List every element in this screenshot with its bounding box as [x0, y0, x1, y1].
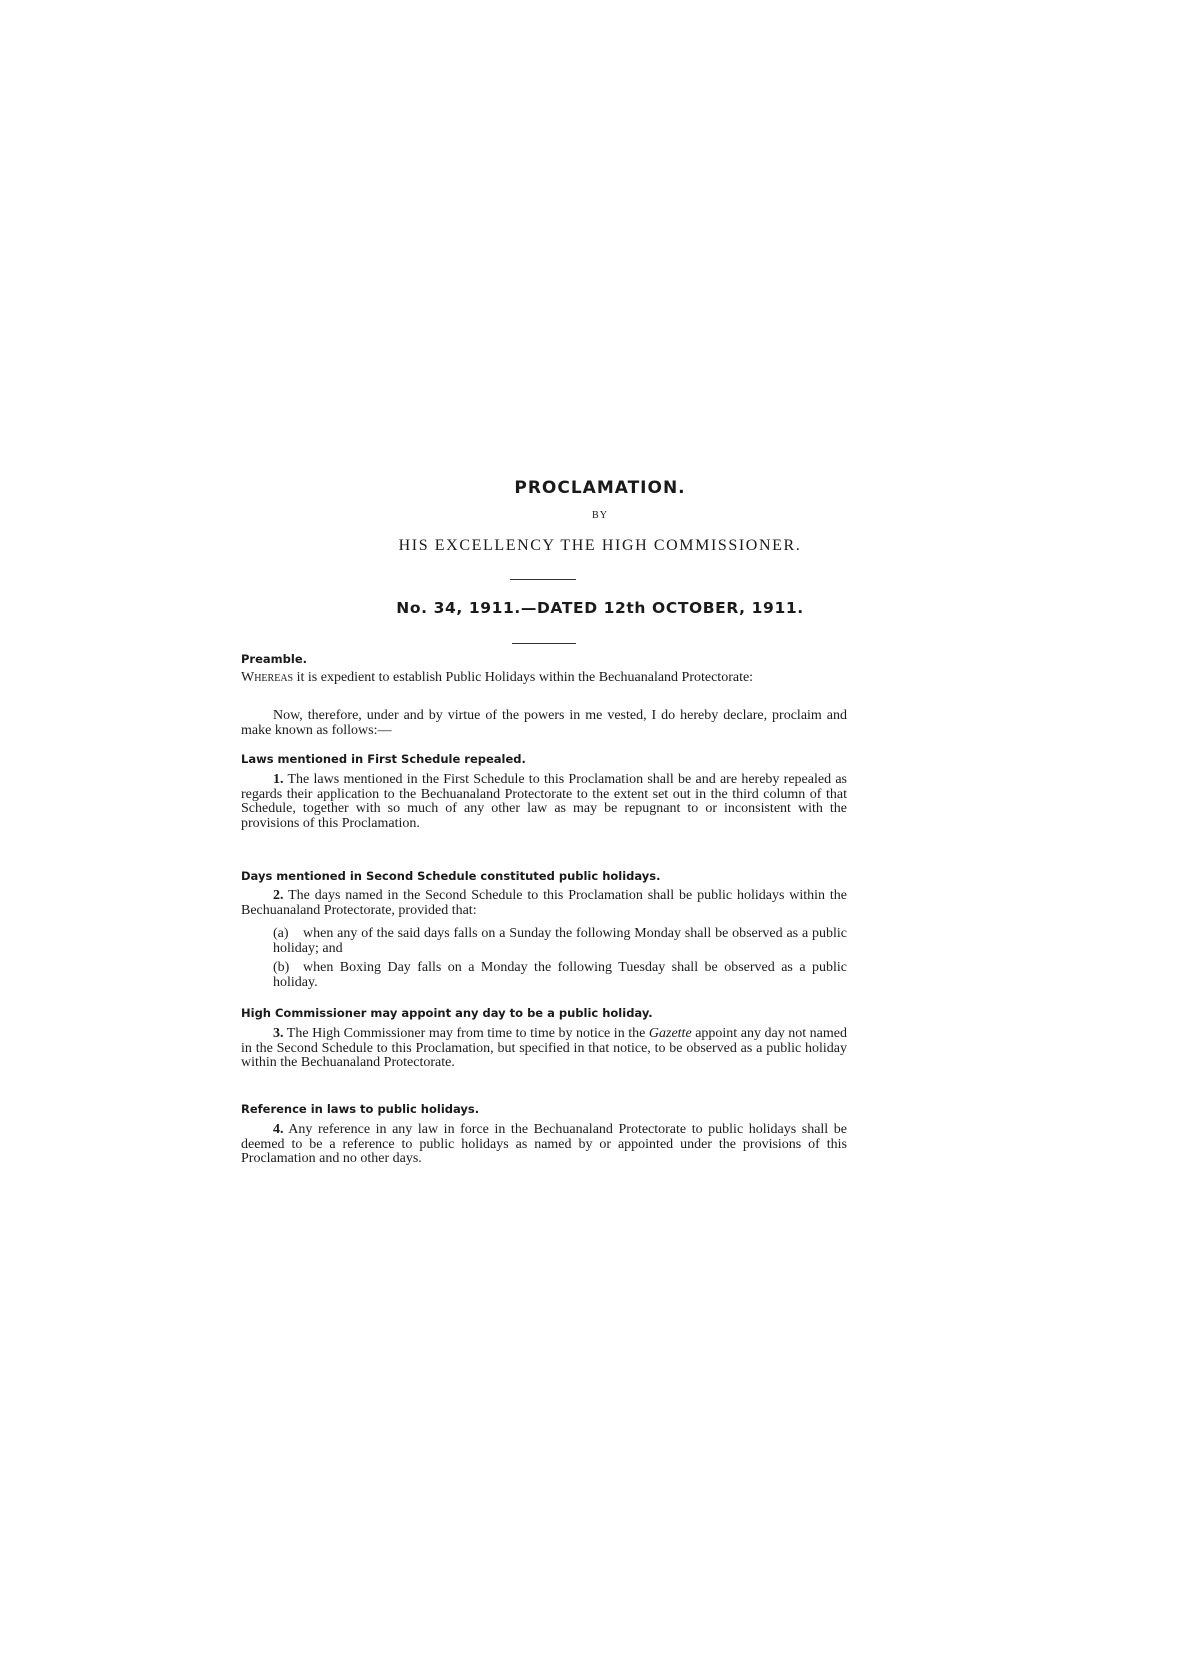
item-label: (b)	[273, 960, 290, 975]
section-3-heading: High Commissioner may appoint any day to be a public holiday.	[241, 1006, 653, 1020]
document-title: PROCLAMATION.	[514, 478, 686, 498]
gazette-word: Gazette	[648, 1026, 692, 1041]
section-4-text: Any reference in any law in force in the Bechuanaland Protectorate to public holidays shall be deemed to be a reference to public holidays as named by or appointed under the provisions of this Proclamation and no other days.	[241, 1122, 847, 1166]
whereas-word: Whereas	[241, 670, 294, 685]
item-text: when any of the said days falls on a Sunday the following Monday shall be observed as a public holiday; and	[273, 926, 847, 956]
section-1-number: 1.	[273, 772, 284, 787]
item-text: when Boxing Day falls on a Monday the following Tuesday shall be observed as a public holiday.	[273, 960, 847, 990]
preamble-heading: Preamble.	[241, 652, 307, 666]
section-4-heading: Reference in laws to public holidays.	[241, 1102, 480, 1116]
issuer-line: HIS EXCELLENCY THE HIGH COMMISSIONER.	[398, 537, 802, 554]
section-2-item-b	[273, 961, 847, 990]
whereas-text: it is expedient to establish Public Holidays within the Bechuanaland Protectorate:	[293, 670, 754, 685]
section-2-heading: Days mentioned in Second Schedule constituted public holidays.	[241, 869, 661, 883]
section-2-item-a	[273, 927, 847, 956]
section-1-text: The laws mentioned in the First Schedule to this Proclamation shall be and are hereby repealed as regards their application to the Bechuanaland Protectorate to the extent set out in the third column of that Schedule, together with so much of any other law as may be repugnant to or inconsistent with the provisions of this Proclamation.	[241, 772, 847, 831]
section-3-text-before: The High Commissioner may from time to time by notice in the	[283, 1026, 649, 1041]
section-1-heading: Laws mentioned in First Schedule repealed.	[241, 752, 526, 766]
now-text: Now, therefore, under and by virtue of the powers in me vested, I do hereby declare, proclaim and make known as follows:—	[241, 708, 847, 738]
section-2	[241, 889, 847, 918]
section-3-number: 3.	[273, 1026, 284, 1041]
preamble-now	[241, 709, 847, 738]
section-3-text-after: appoint any day not named in the Second Schedule to this Proclamation, but specified in that notice, to be observed as a public holiday within the Bechuanaland Protectorate.	[241, 1026, 847, 1070]
section-1	[241, 773, 847, 831]
proclamation-number-date: No. 34, 1911.—DATED 12th OCTOBER, 1911.	[396, 599, 804, 617]
section-4-number: 4.	[273, 1122, 284, 1137]
by-line: BY	[592, 510, 608, 521]
item-label: (a)	[273, 926, 289, 941]
section-3	[241, 1027, 847, 1071]
preamble-whereas	[241, 671, 847, 686]
section-2-text: The days named in the Second Schedule to this Proclamation shall be public holidays within the Bechuanaland Protectorate, provided that:	[241, 888, 847, 918]
section-4	[241, 1123, 847, 1167]
title-divider	[510, 579, 576, 580]
section-2-number: 2.	[273, 888, 284, 903]
header-divider	[512, 643, 576, 644]
